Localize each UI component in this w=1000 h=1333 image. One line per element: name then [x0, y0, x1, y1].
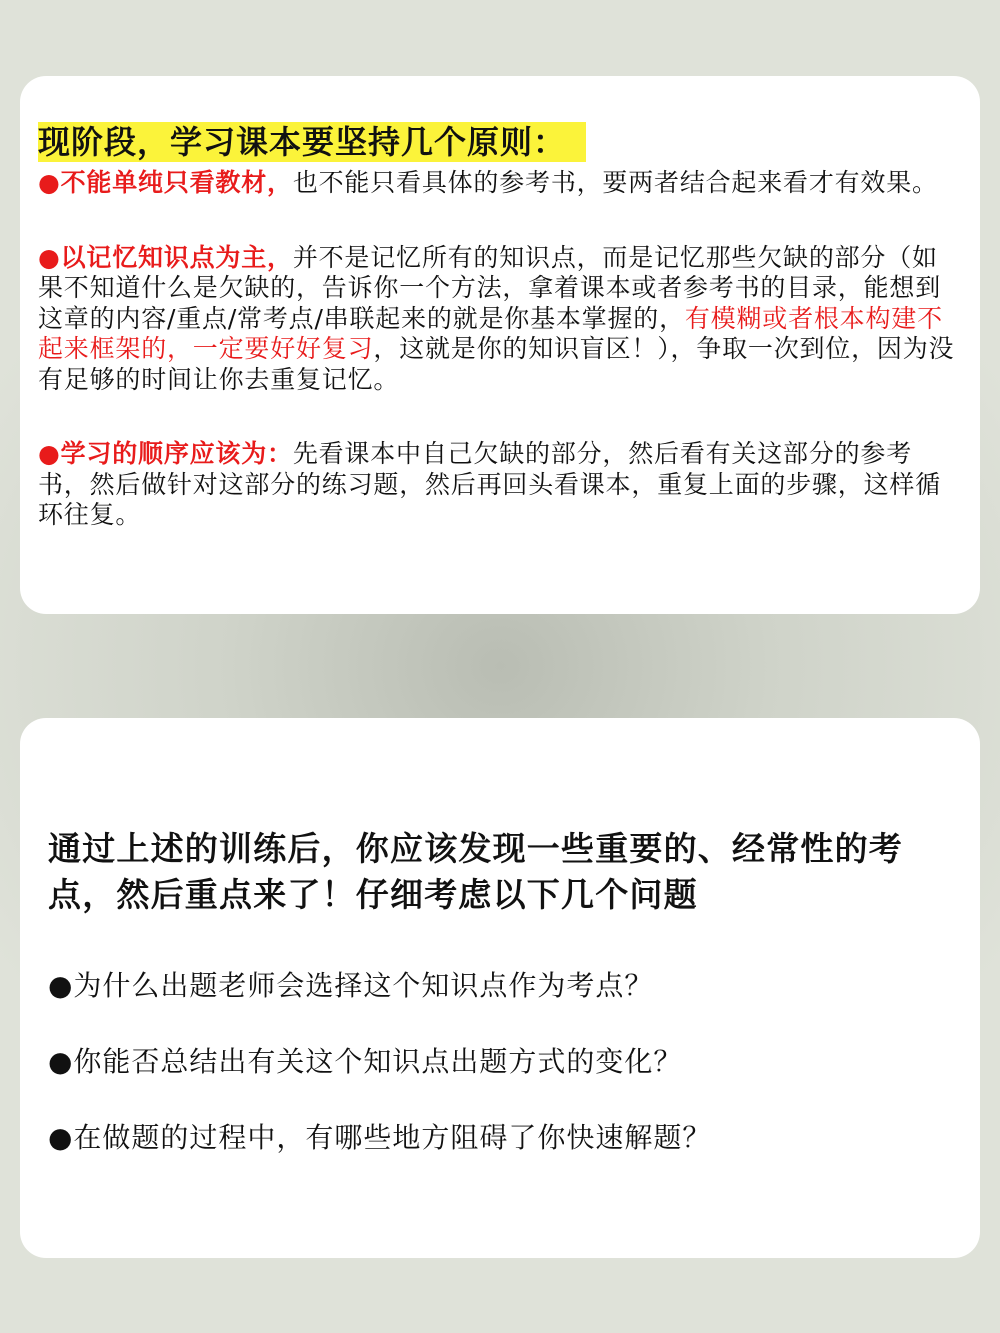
principle-2-red-text: 有模糊或者根本构建不起来框架的，一定要好好复习: [38, 303, 943, 363]
principle-3-text: 先看课本中自己欠缺的部分，然后看有关这部分的参考书，然后做针对这部分的练习题，然后再回头看课本，重复上面的步骤，这样循环往复。: [38, 439, 942, 529]
principle-2-text: 并不是记忆所有的知识点，而是记忆那些欠缺的部分（如果不知道什么是欠缺的，告诉你一个方法，拿着课本或者参考书的目录，能想到这章的内容/重点/常考点/串联起来的就是你基本掌握的，: [38, 242, 942, 333]
questions-card: [20, 718, 980, 1258]
principle-2-highlight: 以记忆知识点为主，: [60, 242, 293, 272]
question-item: ●在做题的过程中，有哪些地方阻碍了你快速解题？: [48, 1121, 712, 1154]
principle-3: [38, 439, 962, 531]
principle-2-text-end: ，这就是你的知识盲区！），争取一次到位，因为没有足够的时间让你去重复记忆。: [38, 334, 955, 394]
bullet-icon: ●: [38, 439, 61, 468]
bullet-icon: ●: [38, 242, 61, 272]
principles-card: [20, 76, 980, 614]
principle-2: [38, 243, 962, 396]
questions-title: 通过上述的训练后，你应该发现一些重要的、经常性的考点，然后重点来了！仔细考虑以下几个问题: [48, 829, 903, 914]
bullet-icon: ●: [38, 168, 61, 197]
principles-title: 现阶段，学习课本要坚持几个原则：: [38, 122, 586, 162]
principle-1-highlight: 不能单纯只看教材，: [60, 168, 293, 197]
principle-1: [38, 168, 962, 199]
question-item: ●为什么出题老师会选择这个知识点作为考点？: [48, 969, 654, 1002]
principle-1-text: 也不能只看具体的参考书，要两者结合起来看才有效果。: [292, 168, 938, 197]
question-item: ●你能否总结出有关这个知识点出题方式的变化？: [48, 1045, 683, 1078]
principle-3-highlight: 学习的顺序应该为：: [60, 439, 293, 468]
